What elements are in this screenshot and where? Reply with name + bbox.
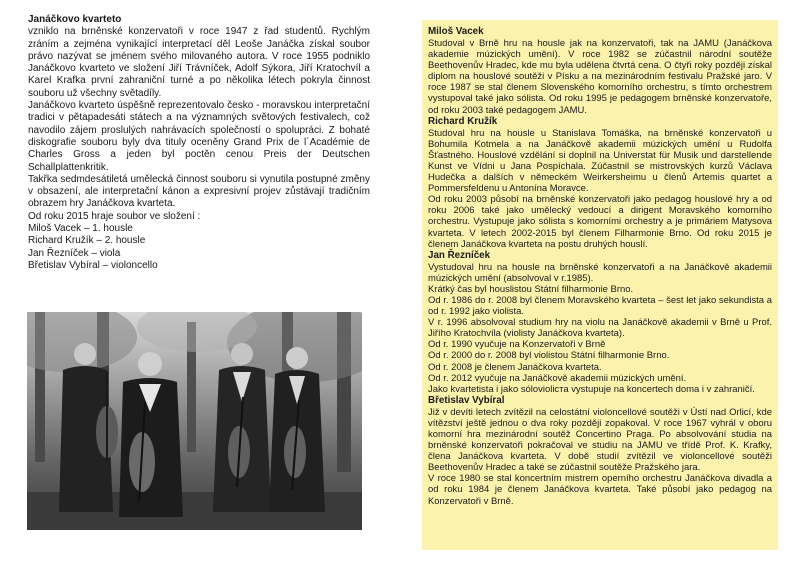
history-paragraph: Takřka sedmdesátiletá umělecká činnost souboru si vynutila postupné změny v obsazení, ale interpretační kánon a expresivní projev zůstávají tradičním obrazem hry Janáčkova kvarteta. bbox=[28, 173, 370, 210]
bio-paragraph: Od r. 1986 do r. 2008 byl členem Moravského kvarteta – šest let jako sekundista a od r. 1992 jako violista. bbox=[428, 294, 772, 318]
bio-paragraph: V roce 1980 se stal koncertním mistrem operního orchestru Janáčkova divadla a od roku 1984 je členem Janáčkova kvarteta. Také působí jako pedagog na Konzervatoři v Brně. bbox=[428, 473, 772, 507]
bio-paragraph: Studoval v Brně hru na housle jak na konzervatoři, tak na JAMU (Janáčkova akademie múzických umění). V roce 1982 se zúčastnil národní soutěže Beethovenův Hradec, kde mu byla udělena čtvrtá cena. O čtyři roky později získal diplom na houslové soutěži v Písku a na mezinárodním festivalu Pražské jaro. V roce 1987 se stal členem Slovenského komorního orchestru, s tímto orchestrem vystupoval také jako sólista. Od roku 1995 je pedagogem brněnské konzervatoře, od roku 2003 také pedagogem JAMU. bbox=[428, 38, 772, 116]
lineup-member: Jan Řezníček – viola bbox=[28, 247, 121, 259]
bio-heading: Jan Řezníček bbox=[428, 249, 491, 261]
bio-paragraph: Od r. 2012 vyučuje na Janáčkově akademii múzických umění. bbox=[428, 372, 687, 384]
bio-paragraph: Krátký čas byl houslistou Státní filharmonie Brno. bbox=[428, 283, 634, 295]
bio-paragraph: Od r. 2000 do r. 2008 byl violistou Státní filharmonie Brno. bbox=[428, 350, 670, 362]
history-paragraph: vzniklo na brněnské konzervatoři v roce 1947 z řad studentů. Rychlým zráním a zejména vynikající interpretací děl Leoše Janáčka získal soubor právo nazývat se jménem svého milovaného autora. V roce 1955 podniklo Janáčkovo kvarteto ve složení Jiří Trávníček, Adolf Sýkora, Jiří Kratochvíl a Karel Krafka první zahraniční turné a po několika létech pokryla činnost souboru už všechny světadíly. bbox=[28, 26, 370, 99]
bio-heading: Miloš Vacek bbox=[428, 26, 484, 37]
lineup-intro: Od roku 2015 hraje soubor ve složení : bbox=[28, 210, 201, 222]
bio-heading: Richard Kružík bbox=[428, 115, 498, 127]
bio-paragraph: Od r. 1990 vyučuje na Konzervatoři v Brně bbox=[428, 339, 606, 351]
quartet-title: Janáčkovo kvarteto bbox=[28, 14, 122, 25]
bio-paragraph: Vystudoval hru na housle na brněnské konzervatoři a na Janáčkově akademii múzických umění (absolvoval v r.1985). bbox=[428, 261, 772, 284]
history-paragraph: Janáčkovo kvarteto úspěšně reprezentovalo česko - moravskou interpretační tradici v pětapadesáti státech a na významných světových festivalech, což navodilo zájem proslulých nahrávacích společností o spolupráci. Z bohaté diskografie souboru byly dva tituly oceněny Grand Prix de l´Académie de Charles Gross a jeden byl poctěn cenou Preis der Deutschen Schallplattenkritik. bbox=[28, 100, 370, 173]
quartet-photo-illustration bbox=[27, 312, 362, 530]
lineup-member: Miloš Vacek – 1. housle bbox=[28, 223, 133, 235]
bio-paragraph: V r. 1996 absolvoval studium hry na violu na Janáčkově akademii v Brně u Prof. Jiřího Kratochvíla (violisty Janáčkova kvarteta). bbox=[428, 317, 772, 340]
quartet-history-column bbox=[28, 14, 370, 272]
bio-heading: Břetislav Vybíral bbox=[428, 394, 505, 406]
lineup-member: Břetislav Vybíral – violoncello bbox=[28, 259, 158, 271]
biographies-panel bbox=[422, 20, 778, 550]
bio-paragraph: Od r. 2008 je členem Janáčkova kvarteta. bbox=[428, 361, 602, 373]
bio-paragraph: Již v devíti letech zvítězil na celostátní violoncellové soutěži v Ústí nad Orlicí, kde vítězství ještě jednou o dva roky později zopakoval. V roce 1967 vyhrál v oboru komorní hra mezinárodní soutěž Concertino Praga. Po absolvování studia na brněnské konzervatoři pokračoval ve studiu na JAMU ve třídě Prof. K. Krafky, člena Janáčkova kvarteta. V době studií zvítězil ve violoncellové soutěži Beethovenův Hradec a také se zúčastnil soutěže Pražského jara. bbox=[428, 406, 772, 474]
quartet-photo bbox=[27, 312, 362, 530]
bio-paragraph: Od roku 2003 působí na brněnské konzervatoři jako pedagog houslové hry a od roku 2006 také jako umělecký vedoucí a dirigent Moravského komorního orchestru. Vystupuje jako sólista s komorními orchestry a je primáriem Matysova kvarteta. V letech 2002-2015 byl členem Filharmonie Brno. Od roku 2015 je členem Janáčkova kvarteta na postu druhých houslí. bbox=[428, 194, 772, 250]
lineup-member: Richard Kružík – 2. housle bbox=[28, 235, 146, 247]
bio-paragraph: Studoval hru na housle u Stanislava Tomáška, na brněnské konzervatoři u Bohumila Kotmela a na Janáčkově akademii múzických umění u Rudolfa Šťastného. Houslové vzdělání si doplnil na Universtat für Musik und darstellende Kunst ve Vídni u Jana Pospíchala. Zúčastnil se mistrovských kurzů Václava Hudečka a dalších v německém Weirkersheimu u členů Artemis quartet a Pommersfeldenu u Antonína Moravce. bbox=[428, 127, 772, 195]
bio-paragraph: Jako kvartetista i jako sólovioliста vystupuje na koncertech doma i v zahraničí. bbox=[428, 383, 755, 395]
